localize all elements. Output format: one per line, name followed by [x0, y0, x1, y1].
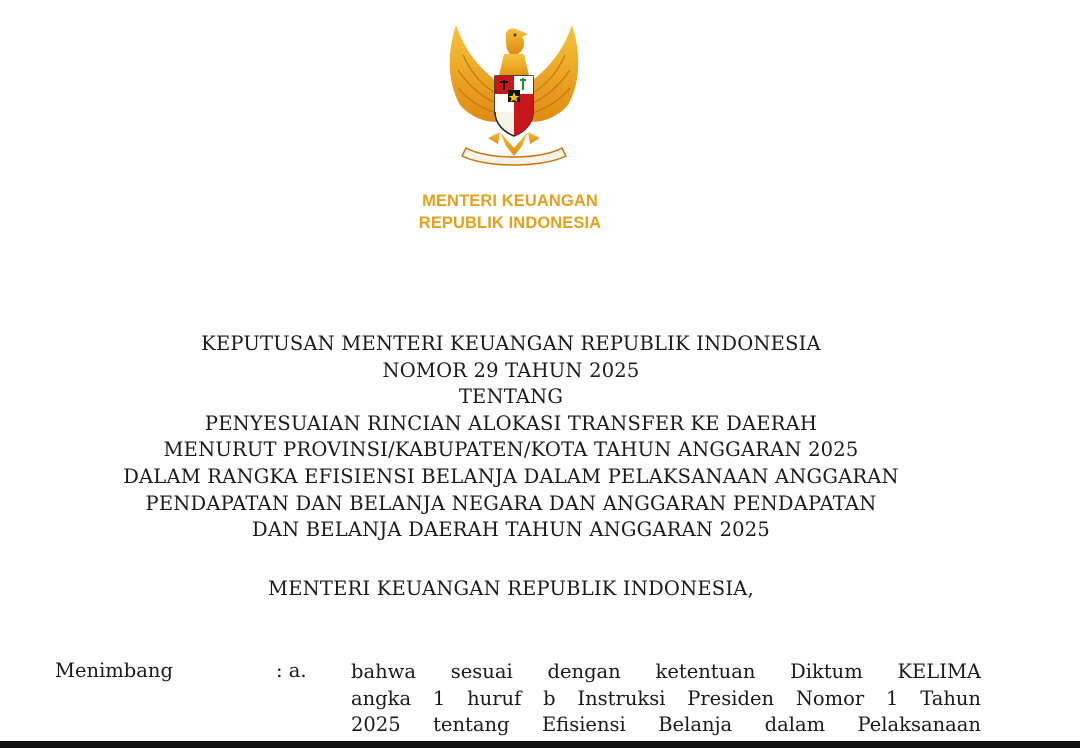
garuda-emblem-icon — [438, 20, 590, 170]
title-line-6: DALAM RANGKA EFISIENSI BELANJA DALAM PELAKSANAAN ANGGARAN — [123, 464, 899, 488]
title-line-2: NOMOR 29 TAHUN 2025 — [382, 358, 640, 382]
title-line-4: PENYESUAIAN RINCIAN ALOKASI TRANSFER KE DAERAH — [204, 411, 818, 435]
title-line-1: KEPUTUSAN MENTERI KEUANGAN REPUBLIK INDONESIA — [201, 332, 821, 355]
considering-line-2: angka 1 huruf b Instruksi Presiden Nomor 1 Tahun — [351, 686, 981, 710]
org-name-line-2: REPUBLIK INDONESIA — [418, 214, 602, 232]
title-line-8: DAN BELANJA DAERAH TAHUN ANGGARAN 2025 — [251, 518, 770, 542]
considering-item-marker: : a. — [276, 659, 307, 682]
considering-line-1: bahwa sesuai dengan ketentuan Diktum KELIMA — [351, 660, 981, 683]
title-line-5: MENURUT PROVINSI/KABUPATEN/KOTA TAHUN ANGGARAN 2025 — [163, 438, 859, 462]
considering-line-3: 2025 tentang Efisiensi Belanja dalam Pelaksanaan — [351, 713, 981, 736]
issuing-authority: MENTERI KEUANGAN REPUBLIK INDONESIA, — [268, 577, 754, 600]
decree-title — [0, 331, 1022, 544]
title-line-7: PENDAPATAN DAN BELANJA NEGARA DAN ANGGARAN PENDAPATAN — [145, 491, 877, 515]
org-name-line-1: MENTERI KEUANGAN — [422, 192, 598, 210]
bottom-edge-bar — [0, 741, 1080, 748]
considering-label: Menimbang — [55, 659, 173, 682]
title-line-3: TENTANG — [458, 385, 564, 409]
considering-item-text — [351, 659, 981, 739]
